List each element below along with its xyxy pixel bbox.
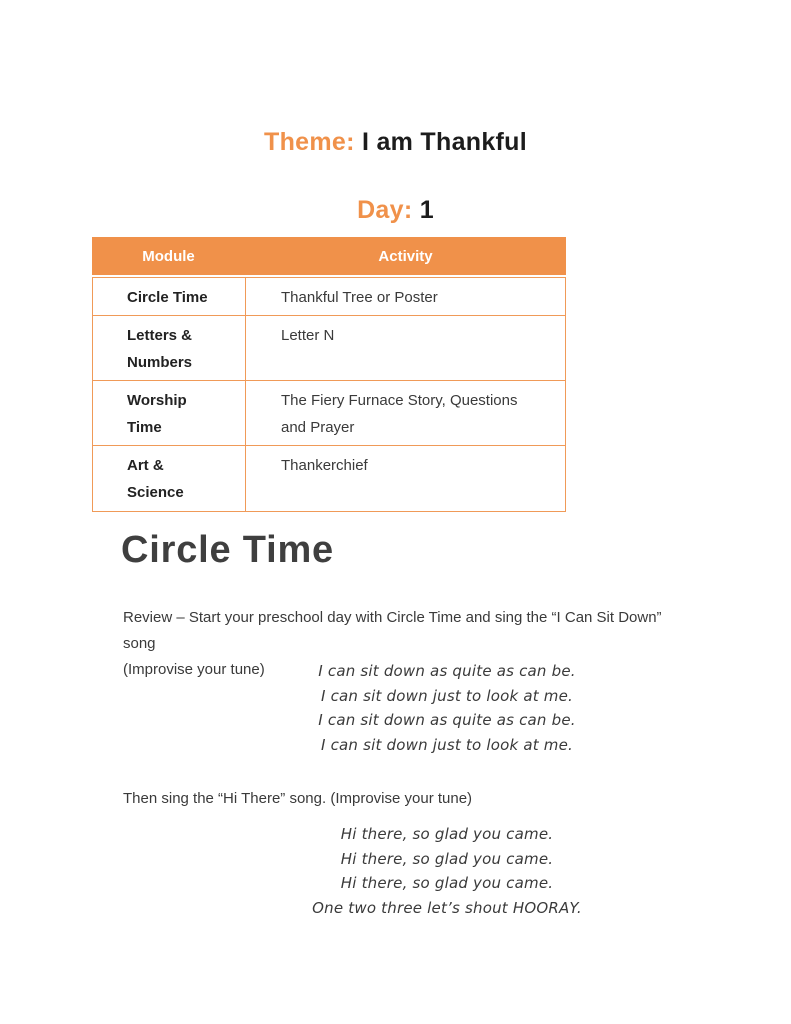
lyric-line: I can sit down as quite as can be. bbox=[318, 711, 576, 729]
activity-cell: The Fiery Furnace Story, Questions and Prayer bbox=[246, 381, 566, 446]
review-intro-line1: Review – Start your preschool day with Circle Time and sing the “I Can Sit Down” song bbox=[123, 609, 662, 652]
table-row bbox=[93, 446, 566, 512]
activity-cell: Thankful Tree or Poster bbox=[246, 278, 566, 316]
lyric-line: Hi there, so glad you came. bbox=[340, 849, 554, 868]
lyric-line: Hi there, so glad you came. bbox=[340, 825, 554, 843]
theme-value: I am Thankful bbox=[361, 128, 527, 156]
theme-title bbox=[0, 128, 791, 157]
module-cell: Circle Time bbox=[93, 278, 246, 316]
hi-there-intro-paragraph: Then sing the “Hi There” song. (Improvise your tune) bbox=[123, 790, 473, 807]
column-header-activity: Activity bbox=[378, 247, 433, 265]
schedule-table-body bbox=[92, 277, 566, 512]
activity-cell: Letter N bbox=[246, 316, 566, 381]
review-intro-line2: (Improvise your tune) bbox=[123, 661, 265, 678]
section-heading-circle-time: Circle Time bbox=[121, 529, 334, 571]
lyric-line: I can sit down just to look at me. bbox=[321, 686, 573, 705]
theme-label: Theme: bbox=[264, 128, 362, 156]
lyric-line: I can sit down as quite as can be. bbox=[318, 662, 576, 680]
lyric-line: I can sit down just to look at me. bbox=[321, 735, 573, 754]
day-value: 1 bbox=[419, 196, 434, 224]
song-lyrics-hi-there bbox=[113, 822, 781, 920]
schedule-table bbox=[92, 237, 566, 512]
lyric-line: Hi there, so glad you came. bbox=[340, 874, 554, 892]
song-lyrics-i-can-sit-down bbox=[113, 659, 781, 757]
activity-cell: Thankerchief bbox=[246, 446, 566, 512]
lyric-line: One two three let’s shout HOORAY. bbox=[312, 898, 582, 917]
module-cell: Art & Science bbox=[93, 446, 246, 512]
column-header-module: Module bbox=[142, 247, 195, 265]
schedule-table-header bbox=[92, 237, 566, 275]
table-row bbox=[93, 278, 566, 316]
module-cell: Letters & Numbers bbox=[93, 316, 246, 381]
day-label: Day: bbox=[357, 196, 420, 224]
table-row bbox=[93, 316, 566, 381]
day-title bbox=[0, 196, 791, 225]
table-row bbox=[93, 381, 566, 446]
module-cell: Worship Time bbox=[93, 381, 246, 446]
